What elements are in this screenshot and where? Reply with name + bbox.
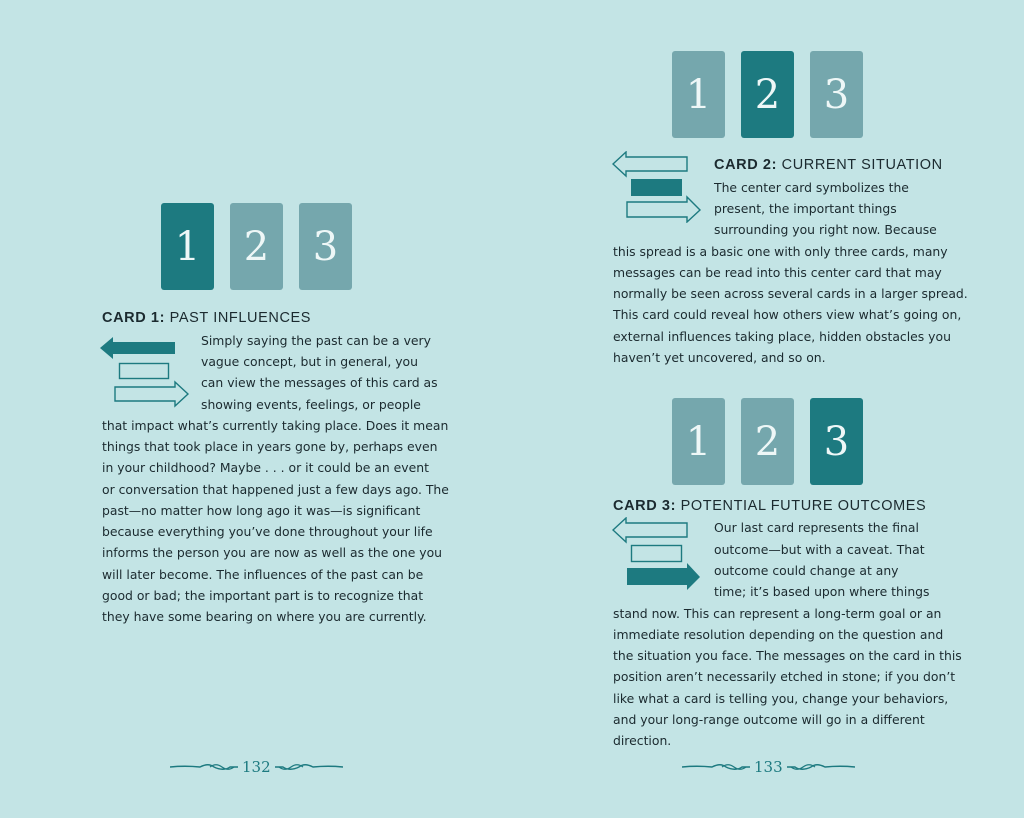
page-number-133: 133 — [754, 758, 783, 776]
card-1-heading — [102, 310, 311, 326]
future-arrow-solid — [627, 563, 700, 590]
past-arrow-outline — [613, 518, 687, 542]
future-arrow-outline — [115, 382, 188, 406]
card-1: 1 — [672, 398, 725, 485]
card-2-heading-label: CARD 2: — [714, 157, 778, 173]
card-2: 2 — [741, 398, 794, 485]
card-3-heading-label: CARD 3: — [613, 498, 677, 514]
card-spread-2 — [672, 51, 863, 138]
future-arrow-outline — [627, 197, 700, 222]
card-2-text-line: external influences taking place, hidden obstacles you — [613, 329, 951, 344]
card-1-heading-label: CARD 1: — [102, 310, 166, 326]
past-arrow-outline — [613, 152, 687, 176]
present-bar-solid — [631, 179, 682, 196]
card-1: 1 — [672, 51, 725, 138]
card-1-text-line: things that took place in years gone by, perhaps even — [102, 439, 438, 454]
card-1-text-line: can view the messages of this card as — [201, 375, 438, 390]
page-number-right — [682, 758, 855, 776]
card-3-highlighted: 3 — [810, 398, 863, 485]
card-2-text-line: normally be seen across several cards in a larger spread. — [613, 286, 968, 301]
card-2-text-line: surrounding you right now. Because — [714, 222, 937, 237]
card-1-text-line: informs the person you are now as well as the one you — [102, 545, 443, 560]
card-3-text-line: Our last card represents the final — [714, 520, 919, 535]
card-1-text-line: will later become. The influences of the past can be — [102, 567, 424, 582]
card-3-text-line: direction. — [613, 733, 672, 748]
card-2-text-line: This card could reveal how others view what’s going on, — [613, 307, 962, 322]
card-2-highlighted: 2 — [741, 51, 794, 138]
page-number-132: 132 — [242, 758, 271, 776]
card-spread-1 — [161, 203, 352, 290]
past-arrow-icon — [100, 336, 192, 408]
card-2: 2 — [230, 203, 283, 290]
card-1-heading-title: PAST INFLUENCES — [165, 310, 312, 326]
card-3-text-line: like what a card is telling you, change your behaviors, — [613, 691, 949, 706]
card-3-text-line: stand now. This can represent a long-term goal or an — [613, 606, 942, 621]
card-3: 3 — [810, 51, 863, 138]
card-2-heading — [714, 157, 943, 173]
flourish-ornament-icon — [682, 761, 750, 773]
card-3-text-line: outcome could change at any — [714, 563, 899, 578]
card-1-highlighted: 1 — [161, 203, 214, 290]
card-3: 3 — [299, 203, 352, 290]
card-2-text-line: messages can be read into this center card that may — [613, 265, 942, 280]
flourish-ornament-icon — [787, 761, 855, 773]
card-1-text-line: Simply saying the past can be a very — [201, 333, 431, 348]
card-1-text-line: in your childhood? Maybe . . . or it could be an event — [102, 460, 429, 475]
page-number-left — [170, 758, 343, 776]
card-3-text-line: and your long-range outcome will go in a different — [613, 712, 925, 727]
card-2-text-line: present, the important things — [714, 201, 897, 216]
card-3-text-line: position aren’t necessarily etched in stone; if you don’t — [613, 669, 956, 684]
present-bar-outline — [632, 546, 682, 562]
card-1-text-line: they have some bearing on where you are currently. — [102, 609, 427, 624]
card-1-text-line: because everything you’ve done throughout your life — [102, 524, 433, 539]
right-page — [512, 0, 1024, 818]
flourish-ornament-icon — [170, 761, 238, 773]
card-spread-3 — [672, 398, 863, 485]
card-2-text-line: The center card symbolizes the — [714, 180, 909, 195]
card-2-heading-title: CURRENT SITUATION — [777, 157, 943, 173]
card-1-text-line: that impact what’s currently taking place. Does it mean — [102, 418, 449, 433]
card-1-text-line: past—no matter how long ago it was—is significant — [102, 503, 421, 518]
present-bar-outline — [120, 364, 169, 379]
flourish-ornament-icon — [275, 761, 343, 773]
future-arrow-icon — [612, 517, 704, 591]
past-arrow-solid — [100, 337, 175, 359]
card-1-text-line: vague concept, but in general, you — [201, 354, 418, 369]
card-3-text-line: outcome—but with a caveat. That — [714, 542, 925, 557]
card-1-text-line: or conversation that happened just a few days ago. The — [102, 482, 449, 497]
card-3-heading — [613, 498, 926, 514]
card-3-text-line: immediate resolution depending on the question and — [613, 627, 944, 642]
card-1-text-line: good or bad; the important part is to recognize that — [102, 588, 424, 603]
card-3-text-line: time; it’s based upon where things — [714, 584, 930, 599]
card-2-text-line: haven’t yet uncovered, and so on. — [613, 350, 826, 365]
card-1-text-line: showing events, feelings, or people — [201, 397, 421, 412]
card-3-text-line: the situation you face. The messages on the card in this — [613, 648, 962, 663]
card-2-text-line: this spread is a basic one with only three cards, many — [613, 244, 948, 259]
present-bar-icon — [612, 151, 704, 223]
card-3-heading-title: POTENTIAL FUTURE OUTCOMES — [676, 498, 927, 514]
